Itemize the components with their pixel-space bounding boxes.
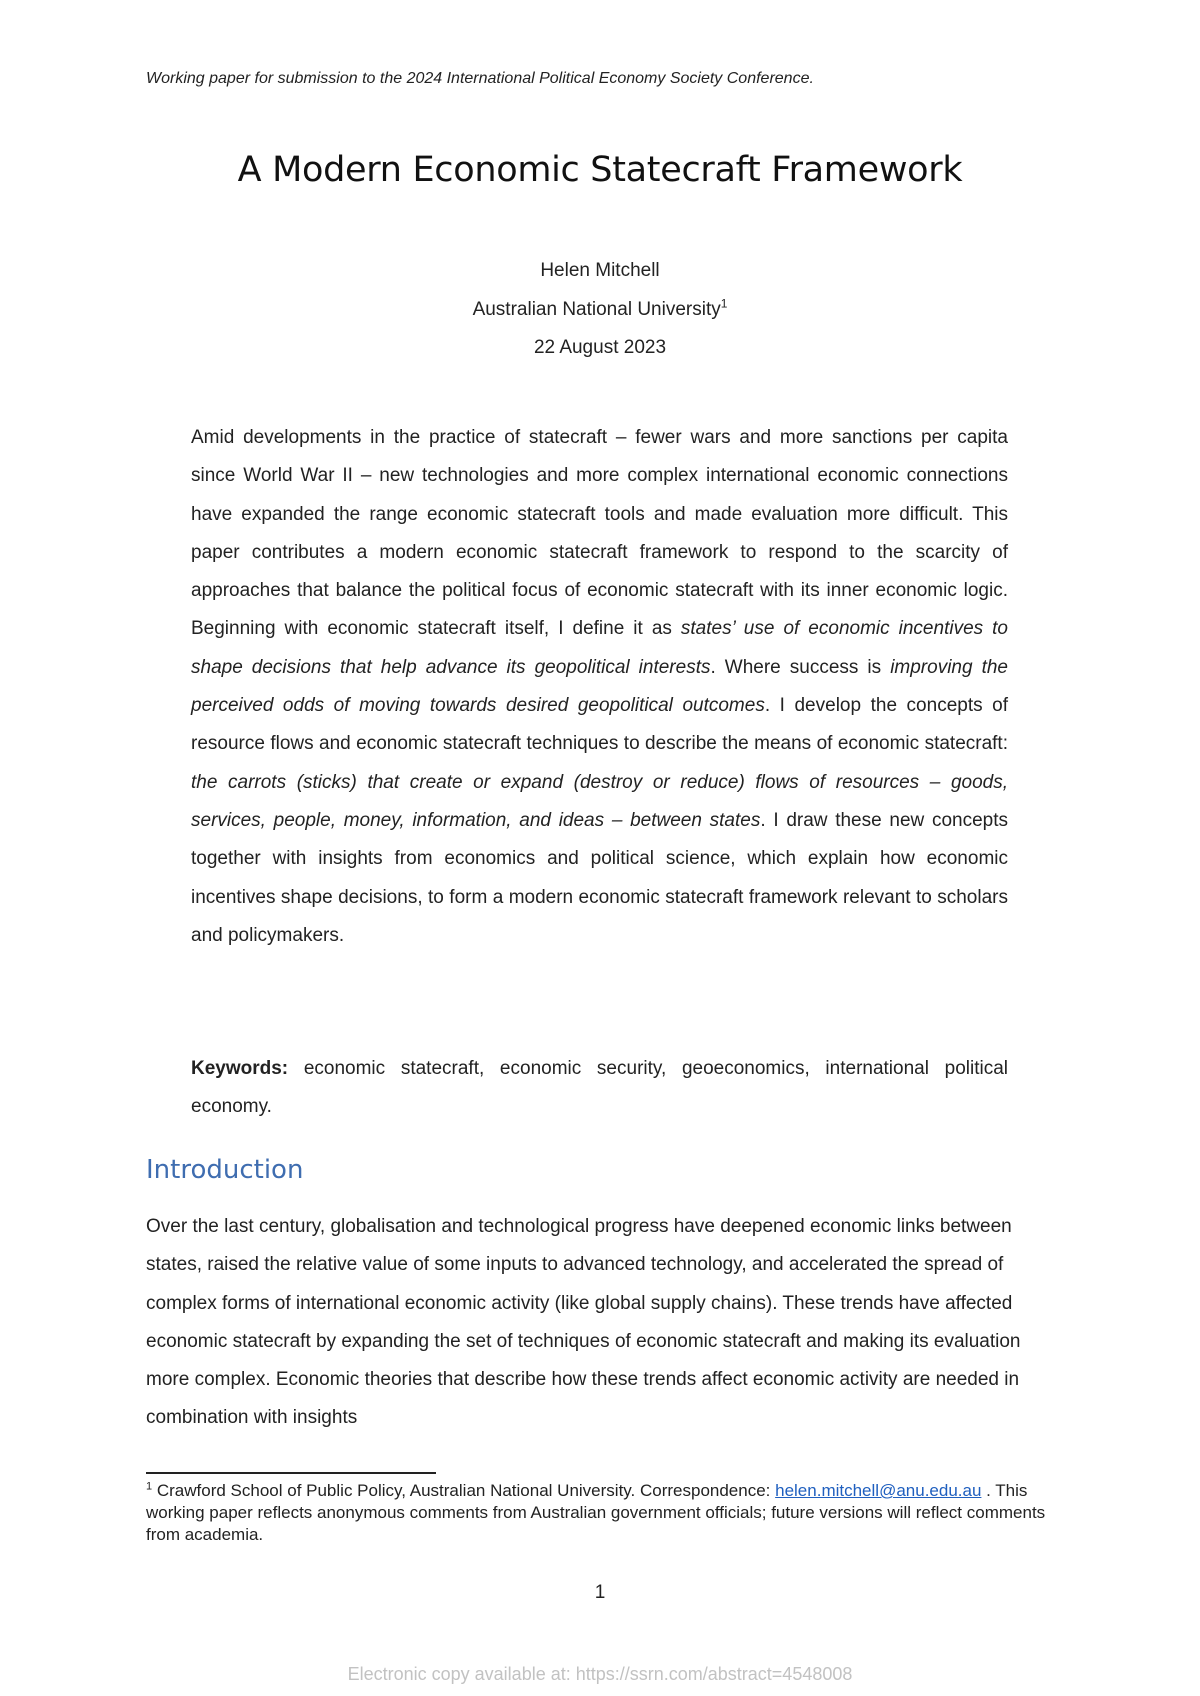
abstract-text: Amid developments in the practice of statecraft – fewer wars and more sanctions per capita since World War II – new technologies and more complex international economic connections have expanded the range economic statecraft tools and made evaluation more difficult. This paper contributes a modern economic statecraft framework to respond to the scarcity of approaches that balance the political focus of economic statecraft with its inner economic logic. Beginning with economic statecraft itself, I define it as [191, 427, 1008, 640]
paper-title: A Modern Economic Statecraft Framework [237, 150, 963, 190]
abstract-success-definition: improving the perceived odds of moving towards desired geopolitical outcomes [191, 656, 1008, 717]
footnote-text: Crawford School of Public Policy, Australian National University. Correspondence: [152, 1481, 776, 1500]
abstract-text: . Where success is [710, 656, 891, 678]
abstract-text: . I draw these new concepts together with insights from economics and political science, which explain how economic incentives shape decisions, to form a modern economic statecraft framework relevant to scholars and policymakers. [191, 809, 1009, 946]
footnote-number: 1 [146, 1480, 153, 1493]
author-name: Helen Mitchell [540, 260, 660, 281]
author-affiliation: Australian National University [472, 298, 721, 320]
introduction-paragraph: Over the last century, globalisation and technological progress have deepened economic links between states, raised the relative value of some inputs to advanced technology, and accelerated the spread of complex forms of international economic activity (like global supply chains). These trends have affected economic statecraft by expanding the set of techniques of economic statecraft and making its evaluation more complex. Economic theories that describe how these trends affect economic activity are needed in combination with insights [146, 1216, 1021, 1429]
keywords-label: Keywords: [191, 1058, 289, 1079]
header-note: Working paper for submission to the 2024 International Political Economy Society Conference. [146, 70, 814, 87]
abstract-text: . I develop the concepts of resource flows and economic statecraft techniques to describe the means of economic statecraft: [191, 695, 1009, 755]
footnote-text: . This working paper reflects anonymous comments from Australian government officials; future versions will reflect comments from academia. [146, 1481, 1046, 1544]
abstract [191, 419, 1008, 955]
keywords-list: economic statecraft, economic security, geoeconomics, international political economy. [191, 1058, 1008, 1118]
paper-date: 22 August 2023 [533, 337, 667, 358]
footnote [146, 1480, 1066, 1546]
correspondence-email-link[interactable]: helen.mitchell@anu.edu.au [775, 1481, 982, 1500]
footnote-separator [146, 1472, 436, 1474]
author-affiliation-line [0, 291, 1200, 330]
page-number: 1 [594, 1582, 606, 1603]
author-block [0, 252, 1200, 368]
footnote-marker[interactable]: 1 [720, 296, 728, 311]
abstract-means-definition: the carrots (sticks) that create or expand (destroy or reduce) flows of resources – goods, services, people, money, information, and ideas – between states [191, 771, 1008, 831]
abstract-definition: states’ use of economic incentives to shape decisions that help advance its geopolitical interests [191, 618, 1008, 678]
ssrn-notice: Electronic copy available at: https://ssrn.com/abstract=4548008 [347, 1664, 853, 1684]
keywords [191, 1050, 1008, 1127]
section-heading-introduction: Introduction [146, 1155, 304, 1185]
